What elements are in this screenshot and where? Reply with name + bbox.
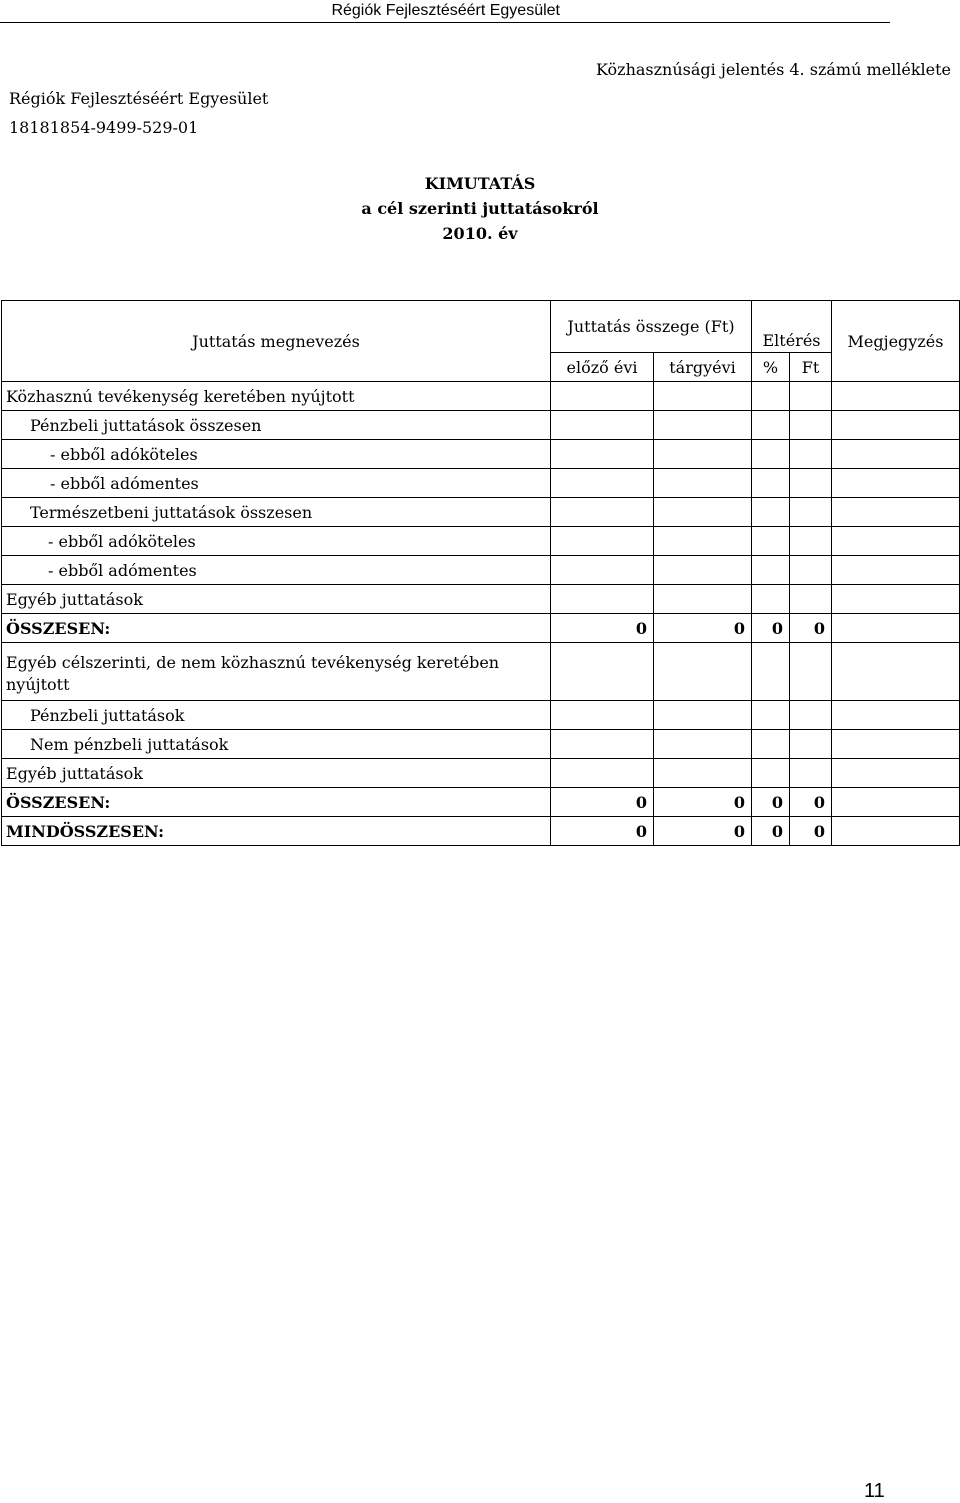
table-row [2,527,960,556]
table-row [2,701,960,730]
organization-id: 18181854-9499-529-01 [9,118,199,137]
row-label: Nem pénzbeli juttatások [2,730,551,759]
table-row [2,440,960,469]
header-note-col: Megjegyzés [832,301,960,382]
title-line-1: KIMUTATÁS [424,174,536,193]
annex-note: Közhasznúsági jelentés 4. számú melléklete [595,60,951,79]
row-label: - ebből adómentes [2,556,551,585]
section2-title: Egyéb célszerinti, de nem közhasznú tevékenység keretében nyújtott [2,643,551,701]
grand-total-label: MINDÖSSZESEN: [2,817,551,846]
total-label: ÖSSZESEN: [2,614,551,643]
grand-total-prev: 0 [551,817,654,846]
grand-total-current: 0 [654,817,752,846]
table-row [2,643,960,701]
table-row [2,382,960,411]
table-row [2,730,960,759]
grand-total-ft: 0 [790,817,832,846]
table-row [2,556,960,585]
running-header [0,2,890,23]
running-header-text: Régiók Fejlesztéséért Egyesület [331,2,560,19]
total-pct: 0 [752,614,790,643]
row-label: - ebből adóköteles [2,527,551,556]
table-row [2,469,960,498]
row-label: Pénzbeli juttatások összesen [2,411,551,440]
title-line-2: a cél szerinti juttatásokról [361,199,599,218]
section2-total-row [2,788,960,817]
table-row [2,759,960,788]
section1-total-row [2,614,960,643]
header-diff-group: Eltérés [752,301,832,353]
total-pct: 0 [752,788,790,817]
header-prev-year: előző évi [551,353,654,382]
total-current: 0 [654,614,752,643]
header-pct: % [752,353,790,382]
benefits-table [1,300,960,846]
total-ft: 0 [790,614,832,643]
total-prev: 0 [551,788,654,817]
header-name-col: Juttatás megnevezés [2,301,551,382]
organization-name: Régiók Fejlesztéséért Egyesület [9,89,269,108]
row-label: Pénzbeli juttatások [2,701,551,730]
table-row [2,585,960,614]
table-row [2,498,960,527]
row-label: Természetbeni juttatások összesen [2,498,551,527]
table-row [2,411,960,440]
row-label: - ebből adómentes [2,469,551,498]
header-amount-group: Juttatás összege (Ft) [551,301,752,353]
row-label: - ebből adóköteles [2,440,551,469]
total-ft: 0 [790,788,832,817]
document-title [0,171,960,246]
total-prev: 0 [551,614,654,643]
grand-total-pct: 0 [752,817,790,846]
title-line-3: 2010. év [442,224,518,243]
row-label: Egyéb juttatások [2,585,551,614]
header-current-year: tárgyévi [654,353,752,382]
grand-total-row [2,817,960,846]
total-label: ÖSSZESEN: [2,788,551,817]
page-number: 11 [864,1480,885,1502]
header-ft: Ft [790,353,832,382]
table-header-row [2,301,960,353]
section1-title: Közhasznú tevékenység keretében nyújtott [2,382,551,411]
row-label: Egyéb juttatások [2,759,551,788]
total-current: 0 [654,788,752,817]
